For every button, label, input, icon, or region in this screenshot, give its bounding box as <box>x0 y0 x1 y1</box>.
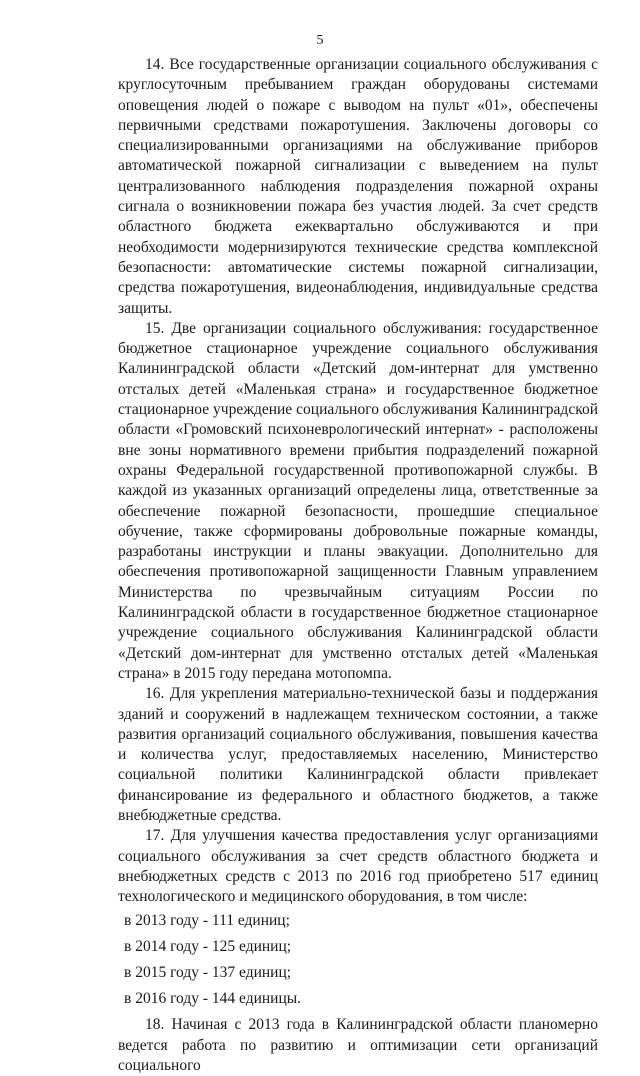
paragraph-14: 14. Все государственные организации социального обслуживания с круглосуточным пребыванием граждан оборудованы системами оповещения людей о пожаре с выводом на пульт «01», обеспечены первичными средствами пожаротушения. Заключены договоры со специализированными организациями на обслуживание приборов автоматической пожарной сигнализации с выведением на пульт централизованного наблюдения подразделения пожарной охраны сигнала о возникновении пожара без участия людей. За счет средств областного бюджета ежеквартально обслуживаются и при необходимости модернизируются технические средства комплексной безопасности: автоматические системы пожарной сигнализации, средства пожаротушения, видеонаблюдения, индивидуальные средства защиты. <box>118 56 598 317</box>
equipment-by-year-list <box>118 911 598 1008</box>
paragraph-16: 16. Для укрепления материально-технической базы и поддержания зданий и сооружений в надлежащем техническом состоянии, а также развития организаций социального обслуживания, повышения качества и количества услуг, предоставляемых населению, Министерство социальной политики Калининградской области привлекает финансирование из федерального и областного бюджетов, а также внебюджетные средства. <box>118 685 598 824</box>
list-item: в 2013 году - 111 единиц; <box>124 912 290 930</box>
page-number: 5 <box>316 33 324 48</box>
list-item: в 2015 году - 137 единиц; <box>124 964 292 982</box>
paragraph-18: 18. Начиная с 2013 года в Калининградской области планомерно ведется работа по развитию и оптимизации сети организаций социального <box>118 1016 598 1075</box>
list-item: в 2016 году - 144 единицы. <box>124 990 302 1008</box>
list-item: в 2014 году - 125 единиц; <box>124 938 292 956</box>
document-body <box>118 55 598 1076</box>
paragraph-17: 17. Для улучшения качества предоставления услуг организациями социального обслуживания за счет средств областного бюджета и внебюджетных средств с 2013 по 2016 год приобретено 517 единиц технологического и медицинского оборудования, в том числе: <box>118 827 598 906</box>
paragraph-15: 15. Две организации социального обслуживания: государственное бюджетное стационарное учреждение социального обслуживания Калининградской области «Детский дом-интернат для умственно отсталых детей «Маленькая страна» и государственное бюджетное стационарное учреждение социального обслуживания Калининградской области «Громовский психоневрологический интернат» - расположены вне зоны нормативного времени прибытия подразделений пожарной охраны Федеральной государственной противопожарной службы. В каждой из указанных организаций определены лица, ответственные за обеспечение пожарной безопасности, прошедшие специальное обучение, также сформированы добровольные пожарные команды, разработаны инструкции и планы эвакуации. Дополнительно для обеспечения противопожарной защищенности Главным управлением Министерства по чрезвычайным ситуациям России по Калининградской области в государственное бюджетное стационарное учреждение социального обслуживания Калининградской области «Детский дом-интернат для умственно отсталых детей «Маленькая страна» в 2015 году передана мотопомпа. <box>118 319 598 682</box>
